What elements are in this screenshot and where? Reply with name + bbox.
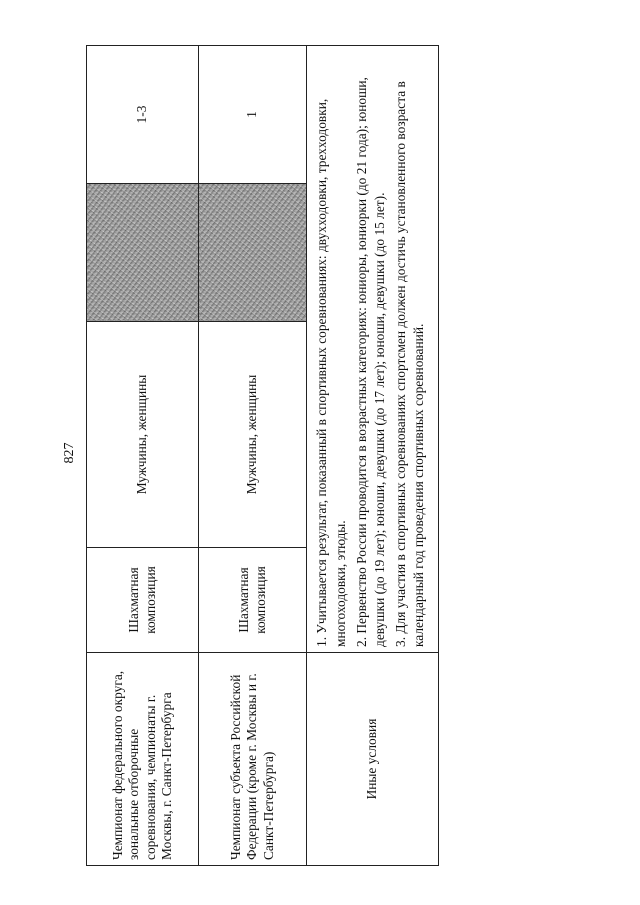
page-number: 827	[62, 442, 77, 464]
obscured-cell	[199, 184, 307, 322]
gender-cell: Мужчины, женщины	[199, 322, 307, 548]
note-item: 3. Для участия в спортивных соревнованиях спортсмен должен достичь установленного возраста в календарный год проведения спортивных соревнований.	[393, 81, 427, 647]
rotated-table-container	[86, 46, 438, 866]
competition-cell: Чемпионат субъекта Российской Федерации (кроме г. Москвы и г. Санкт-Петербурга)	[199, 653, 307, 866]
other-conditions-notes	[307, 46, 439, 653]
competition-cell: Чемпионат федерального округа, зональные отборочные соревнования, чемпионаты г. Москвы, г. Санкт-Петербурга	[87, 653, 199, 866]
gender-cell: Мужчины, женщины	[87, 322, 199, 548]
table-row	[199, 46, 307, 866]
other-conditions-label: Иные условия	[307, 653, 439, 866]
discipline-cell: Шахматная композиция	[87, 548, 199, 653]
table-row	[87, 46, 199, 866]
table-row	[307, 46, 439, 866]
result-cell: 1	[199, 46, 307, 184]
note-item: 1. Учитывается результат, показанный в спортивных соревнованиях: двухходовки, трехходовки, многоходовки, этюды.	[314, 98, 348, 647]
obscured-cell	[87, 184, 199, 322]
result-cell: 1-3	[87, 46, 199, 184]
discipline-cell: Шахматная композиция	[199, 548, 307, 653]
sport-requirements-table	[86, 45, 439, 866]
note-item: 2. Первенство России проводится в возрастных категориях: юниоры, юниорки (до 21 года); юноши, девушки (до 19 лет); юноши, девушки (до 17 лет); юноши, девушки (до 15 лет).	[353, 77, 387, 647]
